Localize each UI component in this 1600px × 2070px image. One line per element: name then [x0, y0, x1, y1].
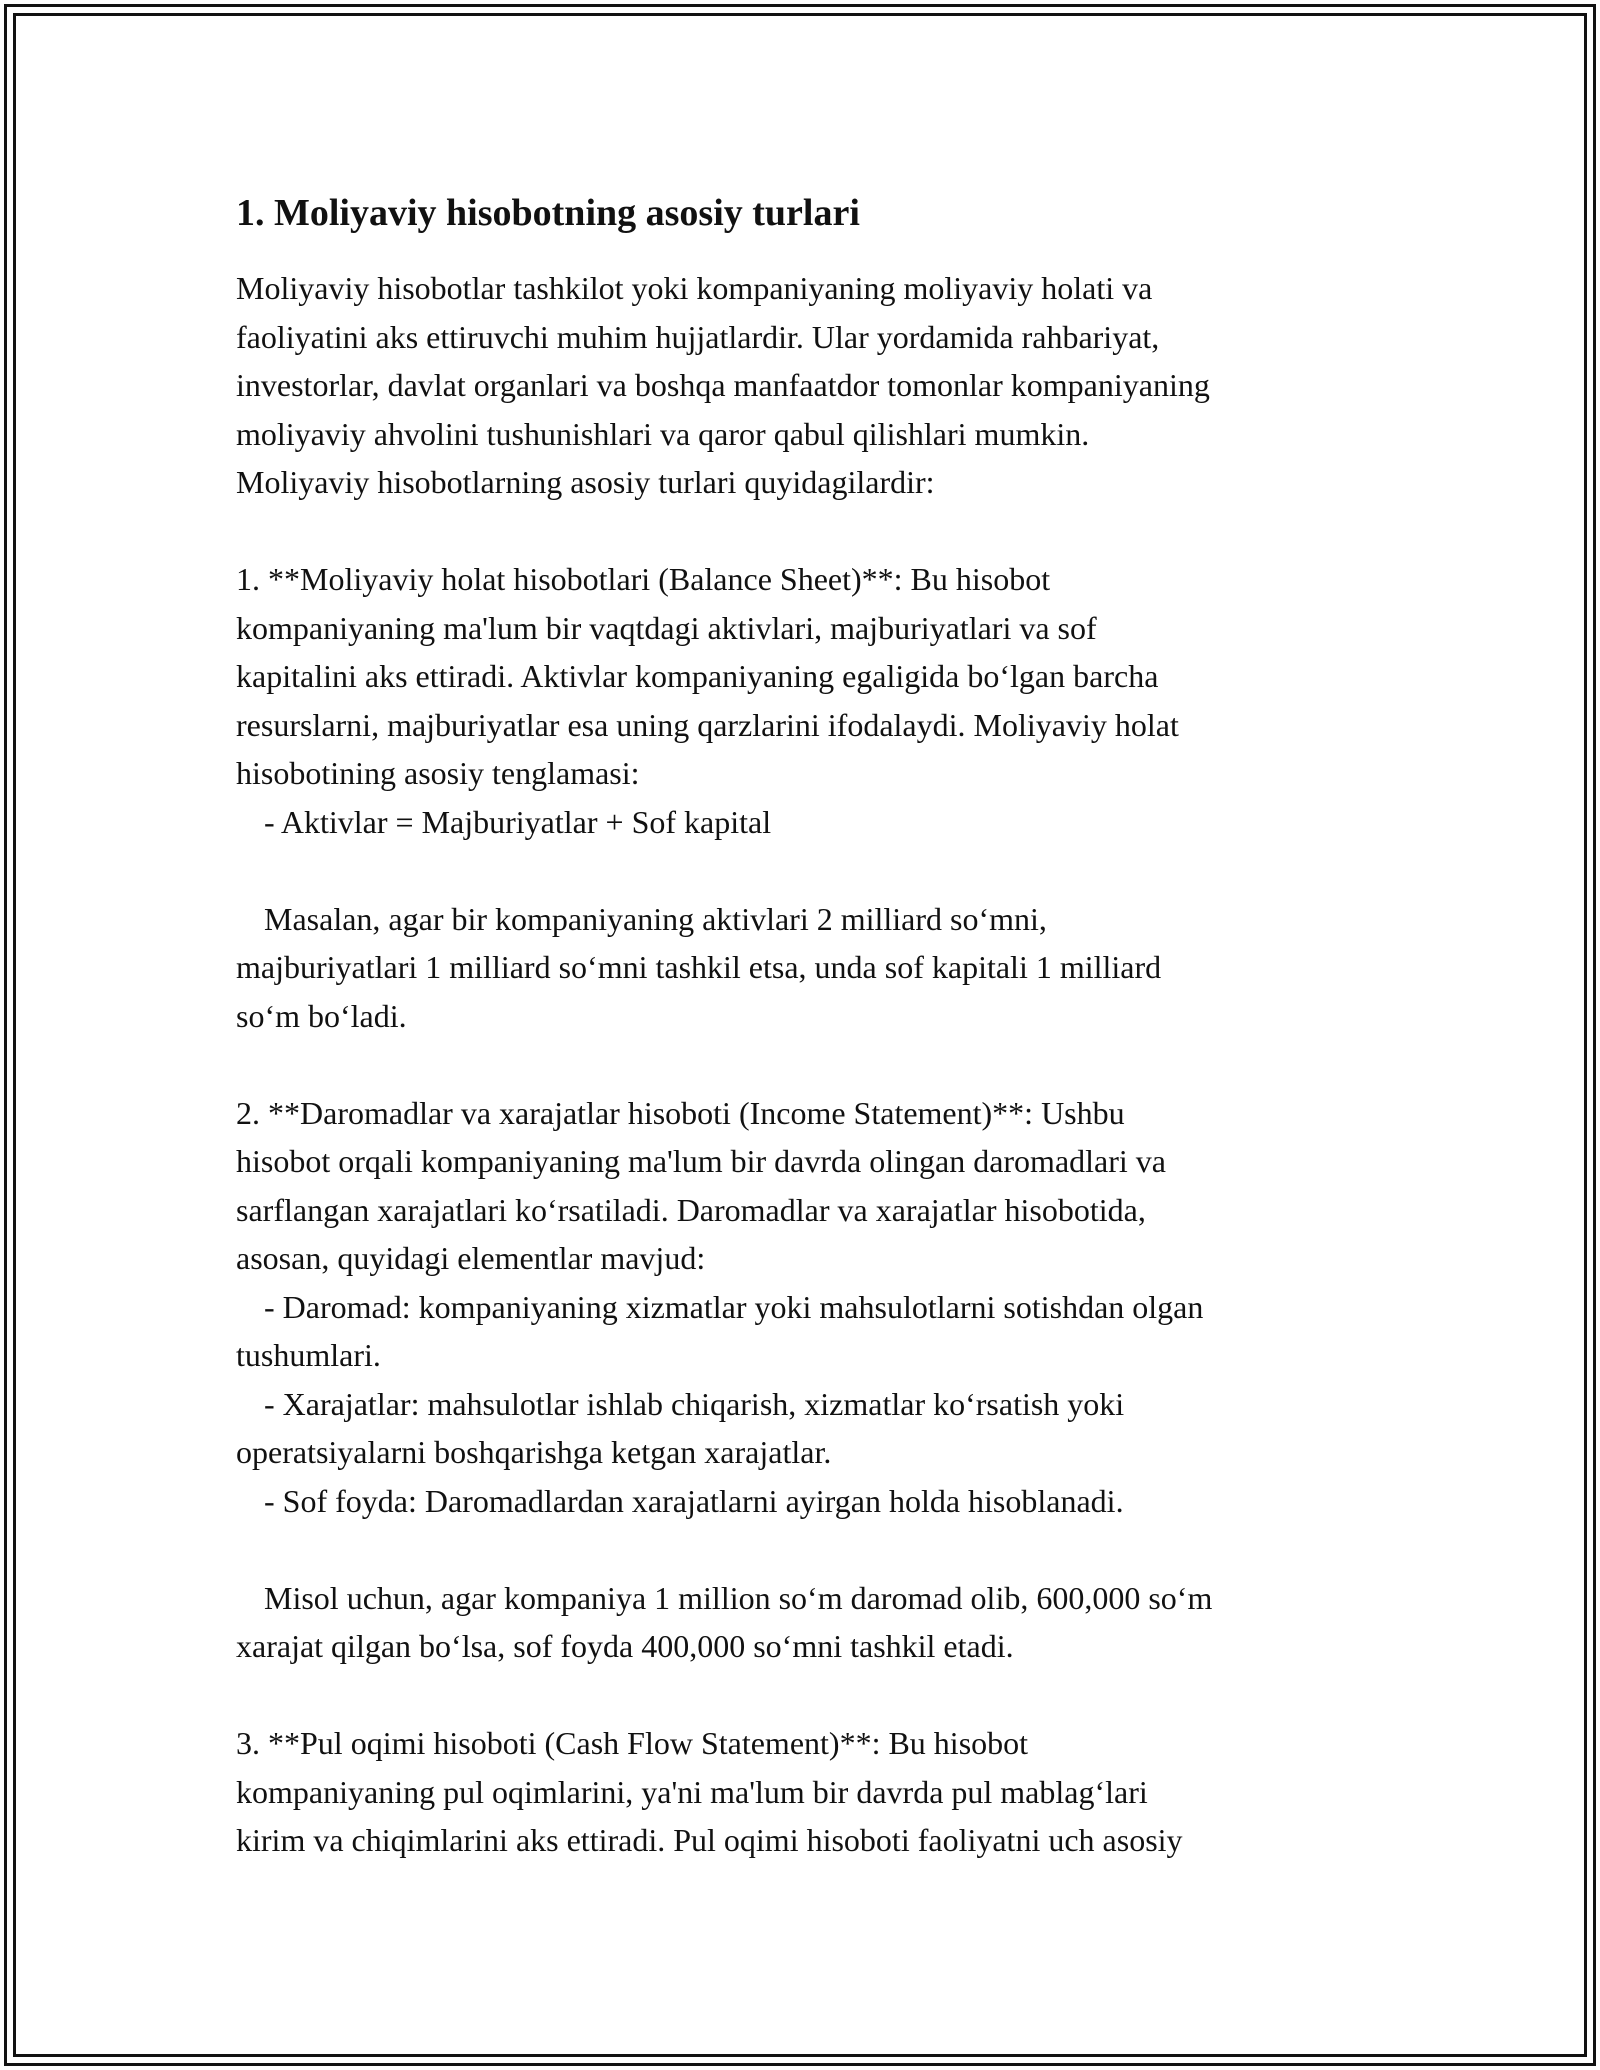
document-page	[236, 186, 1376, 1865]
paragraph-gap	[236, 507, 1376, 556]
text-line: sarflangan xarajatlari ko‘rsatiladi. Daromadlar va xarajatlar hisobotida,	[236, 1191, 1146, 1228]
text-line: tushumlari.	[236, 1337, 381, 1373]
paragraph-gap	[236, 1040, 1376, 1089]
text-line: kompaniyaning ma'lum bir vaqtdagi aktivlari, majburiyatlari va sof	[236, 609, 1097, 646]
text-line: so‘m bo‘ladi.	[236, 997, 407, 1034]
text-line: 2. **Daromadlar va xarajatlar hisoboti (Income Statement)**: Ushbu	[236, 1094, 1125, 1131]
document-title: 1. Moliyaviy hisobotning asosiy turlari	[236, 192, 860, 234]
text-line: Moliyaviy hisobotlarning asosiy turlari quyidagilardir:	[236, 464, 935, 500]
text-line: Masalan, agar bir kompaniyaning aktivlari 2 milliard so‘mni,	[264, 900, 1047, 937]
text-line: faoliyatini aks ettiruvchi muhim hujjatlardir. Ular yordamida rahbariyat,	[236, 318, 1160, 355]
text-line: operatsiyalarni boshqarishga ketgan xarajatlar.	[236, 1434, 832, 1470]
paragraph-gap	[236, 846, 1376, 895]
text-line: xarajat qilgan bo‘lsa, sof foyda 400,000 so‘mni tashkil etadi.	[236, 1628, 1014, 1664]
text-line: asosan, quyidagi elementlar mavjud:	[236, 1240, 706, 1276]
paragraph-gap	[236, 1671, 1376, 1720]
text-line: kirim va chiqimlarini aks ettiradi. Pul oqimi hisoboti faoliyatni uch asosiy	[236, 1822, 1183, 1858]
text-line: Moliyaviy hisobotlar tashkilot yoki kompaniyaning moliyaviy holati va	[236, 270, 1153, 306]
income-item-expenses: - Xarajatlar: mahsulotlar ishlab chiqarish, xizmatlar ko‘rsatish yoki	[264, 1385, 1125, 1422]
section-income-statement	[236, 1089, 1376, 1526]
text-line: kapitalini aks ettiradi. Aktivlar kompaniyaning egaligida bo‘lgan barcha	[236, 658, 1159, 694]
income-item-net-profit: - Sof foyda: Daromadlardan xarajatlarni ayirgan holda hisoblanadi.	[264, 1482, 1124, 1519]
text-line: hisobot orqali kompaniyaning ma'lum bir davrda olingan daromadlari va	[236, 1143, 1166, 1179]
text-line: Misol uchun, agar kompaniya 1 million so‘m daromad olib, 600,000 so‘m	[264, 1579, 1213, 1616]
text-line: investorlar, davlat organlari va boshqa manfaatdor tomonlar kompaniyaning	[236, 367, 1210, 403]
text-line: resurslarni, majburiyatlar esa uning qarzlarini ifodalaydi. Moliyaviy holat	[236, 706, 1179, 743]
intro-paragraph	[236, 264, 1376, 507]
document-body	[236, 264, 1376, 1865]
income-item-revenue: - Daromad: kompaniyaning xizmatlar yoki mahsulotlarni sotishdan olgan	[264, 1288, 1204, 1325]
balance-formula: - Aktivlar = Majburiyatlar + Sof kapital	[264, 803, 772, 840]
balance-sheet-example	[236, 895, 1376, 1041]
text-line: majburiyatlari 1 milliard so‘mni tashkil etsa, unda sof kapitali 1 milliard	[236, 949, 1162, 985]
text-line: moliyaviy ahvolini tushunishlari va qaror qabul qilishlari mumkin.	[236, 415, 1090, 452]
text-line: 3. **Pul oqimi hisoboti (Cash Flow Statement)**: Bu hisobot	[236, 1725, 1029, 1761]
section-balance-sheet	[236, 555, 1376, 846]
income-statement-example	[236, 1574, 1376, 1671]
text-line: hisobotining asosiy tenglamasi:	[236, 755, 640, 791]
section-cash-flow	[236, 1719, 1376, 1865]
text-line: 1. **Moliyaviy holat hisobotlari (Balance Sheet)**: Bu hisobot	[236, 561, 1051, 597]
text-line: kompaniyaning pul oqimlarini, ya'ni ma'lum bir davrda pul mablag‘lari	[236, 1773, 1148, 1810]
paragraph-gap	[236, 1525, 1376, 1574]
